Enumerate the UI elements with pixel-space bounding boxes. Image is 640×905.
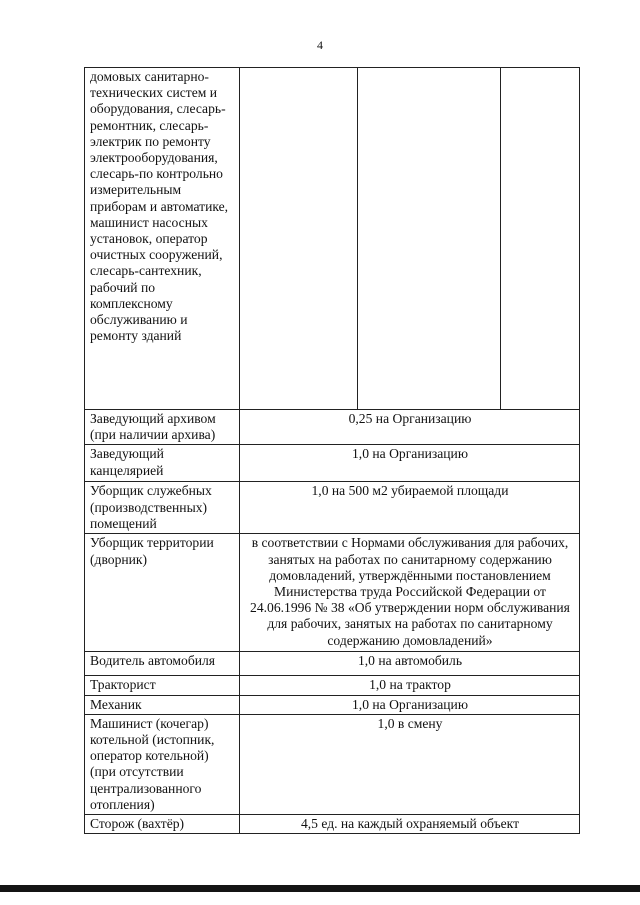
staffing-norms-table: [84, 67, 580, 834]
position-cell: Сторож (вахтёр): [85, 815, 240, 834]
norm-cell: в соответствии с Нормами обслуживания для рабочих, занятых на работах по санитарному содержанию домовладений, утверждёнными постановлением Министерства труда Российской Федерации от 24.06.1996 № 38 «Об утверждении норм обслуживания для рабочих, занятых на работах по санитарному содержанию домовладений»: [240, 534, 580, 652]
page-number: 4: [317, 38, 323, 52]
table-row: [85, 445, 580, 482]
norm-cell: [240, 68, 358, 410]
position-cell: Тракторист: [85, 676, 240, 695]
position-cell: домовых санитарно-технических систем и оборудования, слесарь-ремонтник, слесарь-электрик по ремонту электрооборудования, слесарь-по контрольно измерительным приборам и автоматике, машинист насосных установок, оператор очистных сооружений, слесарь-сантехник, рабочий по комплексному обслуживанию и ремонту зданий: [85, 68, 240, 410]
position-cell: Машинист (кочегар) котельной (истопник, оператор котельной) (при отсутствии централизованного отопления): [85, 714, 240, 814]
table-row: [85, 695, 580, 714]
table-row: [85, 652, 580, 676]
table-row: [85, 482, 580, 534]
table-row: [85, 676, 580, 695]
position-cell: Механик: [85, 695, 240, 714]
norm-cell: 1,0 на автомобиль: [240, 652, 580, 676]
norm-cell: 1,0 на 500 м2 убираемой площади: [240, 482, 580, 534]
norm-cell: 4,5 ед. на каждый охраняемый объект: [240, 815, 580, 834]
table-row: [85, 68, 580, 410]
norm-cell: 1,0 на Организацию: [240, 445, 580, 482]
table-row: [85, 815, 580, 834]
norm-cell: [501, 68, 580, 410]
table-row: [85, 714, 580, 814]
norm-cell: 0,25 на Организацию: [240, 410, 580, 445]
norm-cell: 1,0 на трактор: [240, 676, 580, 695]
norm-cell: 1,0 в смену: [240, 714, 580, 814]
table-row: [85, 410, 580, 445]
norm-cell: [358, 68, 501, 410]
position-cell: Уборщик территории (дворник): [85, 534, 240, 652]
norm-cell: 1,0 на Организацию: [240, 695, 580, 714]
position-cell: Заведующий архивом (при наличии архива): [85, 410, 240, 445]
scan-edge-bar: [0, 885, 640, 892]
table-row: [85, 534, 580, 652]
position-cell: Уборщик служебных (производственных) помещений: [85, 482, 240, 534]
position-cell: Заведующий канцелярией: [85, 445, 240, 482]
position-cell: Водитель автомобиля: [85, 652, 240, 676]
